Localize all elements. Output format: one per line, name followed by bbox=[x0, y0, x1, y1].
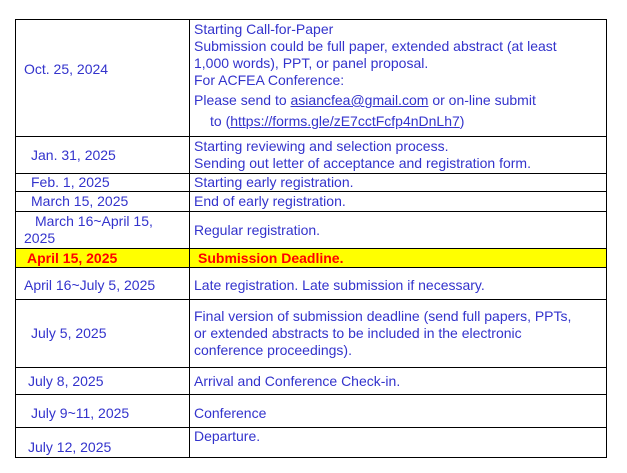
date-text: Feb. 1, 2025 bbox=[31, 174, 110, 190]
description-line: Sending out letter of acceptance and registration form. bbox=[194, 155, 531, 171]
date-text-line: March 16~April 15, bbox=[35, 213, 153, 229]
table-row bbox=[16, 300, 607, 368]
to-prefix: to ( bbox=[210, 113, 231, 129]
date-cell bbox=[16, 212, 190, 249]
to-suffix: ) bbox=[459, 113, 465, 129]
date-cell bbox=[16, 249, 190, 268]
description-line: Submission could be full paper, extended abstract (at least 1,000 words), PPT, or panel proposal. bbox=[194, 38, 557, 71]
description-cell bbox=[190, 395, 607, 428]
description-cell bbox=[190, 174, 607, 192]
date-cell bbox=[16, 137, 190, 174]
description-line: Starting reviewing and selection process. bbox=[194, 138, 449, 154]
description-line: Late registration. Late submission if necessary. bbox=[194, 277, 485, 293]
date-cell bbox=[16, 174, 190, 192]
date-text: July 9~11, 2025 bbox=[31, 404, 130, 421]
description-cell bbox=[190, 428, 607, 458]
description-cell bbox=[190, 268, 607, 300]
description-line: Starting Call-for-Paper bbox=[194, 21, 334, 37]
date-text: Jan. 31, 2025 bbox=[31, 146, 116, 163]
table-row bbox=[16, 212, 607, 249]
table-row-highlight bbox=[16, 249, 607, 268]
schedule-table bbox=[15, 19, 607, 458]
description-cell bbox=[190, 300, 607, 368]
description-cell bbox=[190, 368, 607, 395]
description-line: End of early registration. bbox=[194, 193, 346, 209]
description-cell bbox=[190, 137, 607, 174]
date-text: July 12, 2025 bbox=[28, 439, 112, 455]
table-row bbox=[16, 137, 607, 174]
date-text-line: 2025 bbox=[24, 230, 56, 246]
date-cell bbox=[16, 368, 190, 395]
date-text: July 8, 2025 bbox=[28, 372, 104, 389]
description-cell bbox=[190, 249, 607, 268]
table-row bbox=[16, 268, 607, 300]
email-link[interactable]: asiancfea@gmail.com bbox=[290, 92, 429, 108]
date-text: April 15, 2025 bbox=[27, 249, 118, 266]
description-line: Submission Deadline. bbox=[198, 249, 344, 266]
send-middle: or on-line submit bbox=[428, 92, 536, 108]
description-cell bbox=[190, 192, 607, 212]
table-row bbox=[16, 428, 607, 458]
date-cell bbox=[16, 268, 190, 300]
table-row bbox=[16, 192, 607, 212]
description-line: Final version of submission deadline (send full papers, PPTs, or extended abstracts to be included in the electronic conference proceedings). bbox=[194, 308, 572, 358]
date-text: April 16~July 5, 2025 bbox=[24, 277, 156, 293]
table-row bbox=[16, 395, 607, 428]
date-text: July 5, 2025 bbox=[31, 325, 107, 341]
description-line: Departure. bbox=[194, 428, 261, 444]
description-line: Regular registration. bbox=[194, 221, 321, 238]
table-row bbox=[16, 174, 607, 192]
form-link[interactable]: https://forms.gle/zE7cctFcfp4nDnLh7 bbox=[230, 113, 460, 129]
description-line: For ACFEA Conference: bbox=[194, 72, 345, 88]
description-line: Conference bbox=[194, 404, 267, 421]
date-cell bbox=[16, 20, 190, 137]
date-cell bbox=[16, 300, 190, 368]
date-cell bbox=[16, 428, 190, 458]
date-cell bbox=[16, 395, 190, 428]
submission-instruction bbox=[194, 92, 606, 109]
form-instruction bbox=[194, 113, 606, 130]
date-cell bbox=[16, 192, 190, 212]
description-cell bbox=[190, 20, 607, 137]
description-cell bbox=[190, 212, 607, 249]
description-line: Starting early registration. bbox=[194, 174, 354, 190]
table-row bbox=[16, 368, 607, 395]
date-text: Oct. 25, 2024 bbox=[24, 60, 109, 77]
description-line: Arrival and Conference Check-in. bbox=[194, 372, 401, 389]
date-text: March 15, 2025 bbox=[31, 193, 129, 209]
table-row bbox=[16, 20, 607, 137]
send-prefix: Please send to bbox=[194, 92, 291, 108]
